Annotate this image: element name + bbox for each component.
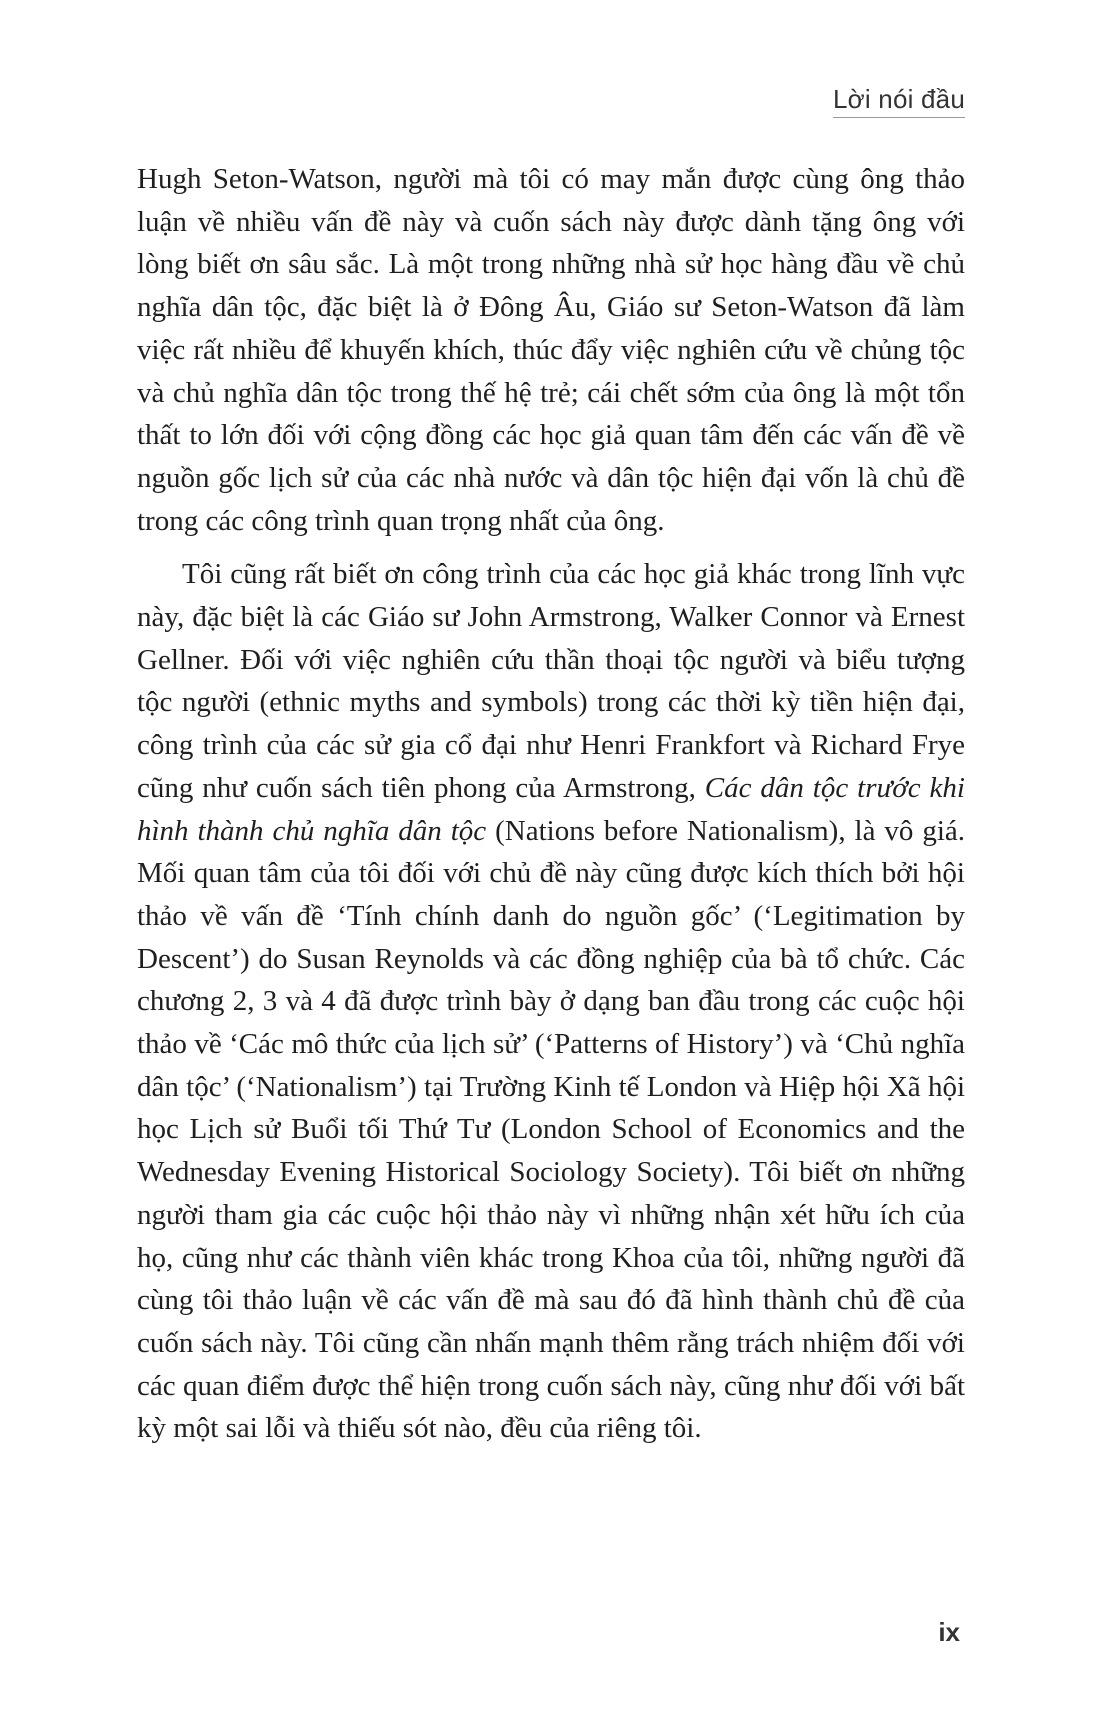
page-number: ix — [938, 1617, 960, 1647]
paragraph-2 — [137, 553, 965, 1450]
paragraph-2-text-after-italic: (Nations before Nationalism), là vô giá. Mối quan tâm của tôi đối với chủ đề này cũng được kích thích bởi hội thảo về vấn đề ‘Tính chính danh do nguồn gốc’ (‘Legitimation by Descent’) do Susan Reynolds và các đồng nghiệp của bà tổ chức. Các chương 2, 3 và 4 đã được trình bày ở dạng ban đầu trong các cuộc hội thảo về ‘Các mô thức của lịch sử’ (‘Patterns of History’) và ‘Chủ nghĩa dân tộc’ (‘Nationalism’) tại Trường Kinh tế London và Hiệp hội Xã hội học Lịch sử Buổi tối Thứ Tư (London School of Economics and the Wednesday Evening Historical Sociology Society). Tôi biết ơn những người tham gia các cuộc hội thảo này vì những nhận xét hữu ích của họ, cũng như các thành viên khác trong Khoa của tôi, những người đã cùng tôi thảo luận về các vấn đề mà sau đó đã hình thành chủ đề của cuốn sách này. Tôi cũng cần nhấn mạnh thêm rằng trách nhiệm đối với các quan điểm được thể hiện trong cuốn sách này, cũng như đối với bất kỳ một sai lỗi và thiếu sót nào, đều của riêng tôi. — [137, 814, 965, 1445]
body-text — [137, 158, 965, 1450]
paragraph-1-text: Hugh Seton-Watson, người mà tôi có may mắn được cùng ông thảo luận về nhiều vấn đề này và cuốn sách này được dành tặng ông với lòng biết ơn sâu sắc. Là một trong những nhà sử học hàng đầu về chủ nghĩa dân tộc, đặc biệt là ở Đông Âu, Giáo sư Seton-Watson đã làm việc rất nhiều để khuyến khích, thúc đẩy việc nghiên cứu về chủng tộc và chủ nghĩa dân tộc trong thế hệ trẻ; cái chết sớm của ông là một tổn thất to lớn đối với cộng đồng các học giả quan tâm đến các vấn đề về nguồn gốc lịch sử của các nhà nước và dân tộc hiện đại vốn là chủ đề trong các công trình quan trọng nhất của ông. — [137, 163, 965, 537]
paragraph-2-text-before-italic: Tôi cũng rất biết ơn công trình của các học giả khác trong lĩnh vực này, đặc biệt là các Giáo sư John Armstrong, Walker Connor và Ernest Gellner. Đối với việc nghiên cứu thần thoại tộc người và biểu tượng tộc người (ethnic myths and symbols) trong các thời kỳ tiền hiện đại, công trình của các sử gia cổ đại như Henri Frankfort và Richard Frye cũng như cuốn sách tiên phong của Armstrong, — [137, 558, 965, 804]
paragraph-1 — [137, 158, 965, 542]
running-header-title: Lời nói đầu — [833, 84, 965, 118]
book-title-italic: Các dân tộc trước khi hình thành chủ nghĩa dân tộc — [137, 771, 965, 847]
